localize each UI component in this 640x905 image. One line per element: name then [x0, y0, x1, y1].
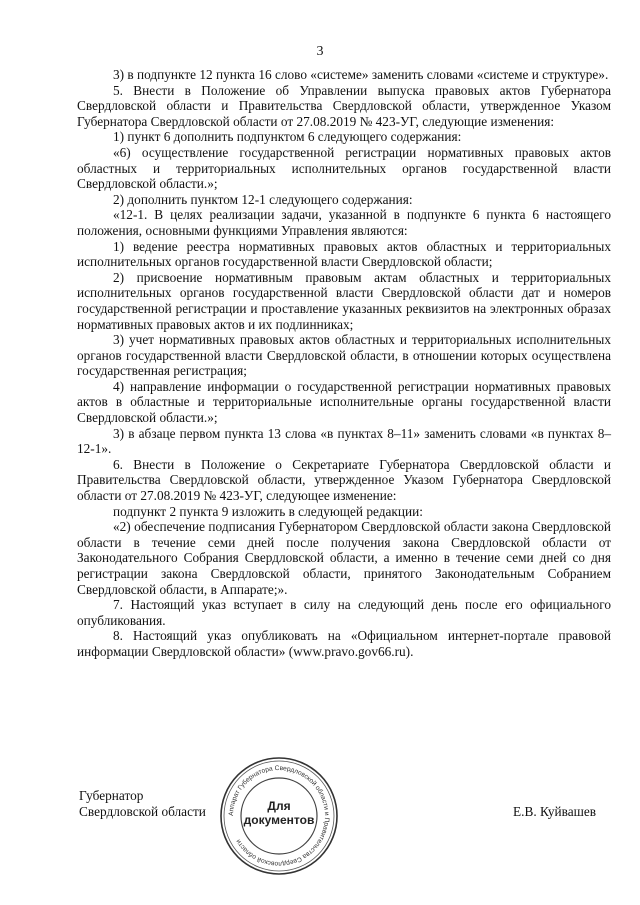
signatory-title-line1: Губернатор [79, 788, 144, 803]
seal-line2: документов [243, 813, 315, 827]
paragraph: 8. Настоящий указ опубликовать на «Официальном интернет-портале правовой информации Свердловской области» (www.pravo.gov66.ru). [77, 628, 611, 659]
page-number: 3 [316, 44, 324, 59]
signatory-title-line2: Свердловской области [79, 804, 206, 819]
paragraph: 2) дополнить пунктом 12-1 следующего содержания: [113, 191, 413, 207]
paragraph: подпункт 2 пункта 9 изложить в следующей редакции: [113, 503, 423, 519]
paragraph: 3) в подпункте 12 пункта 16 слово «системе» заменить словами «системе и структуре». [113, 67, 609, 82]
paragraph: 7. Настоящий указ вступает в силу на следующий день после его официального опубликования. [77, 597, 611, 628]
paragraph: 5. Внести в Положение об Управлении выпуска правовых актов Губернатора Свердловской области и Правительства Свердловской области, утвержденное Указом Губернатора Свердловской области от 27.08.2019 № 423-УГ, следующие изменения: [77, 82, 611, 129]
seal-ring-text: Аппарат Губернатора Свердловской области и Правительства Свердловской области [227, 764, 331, 868]
signatory-title [79, 788, 206, 820]
paragraph: «6) осуществление государственной регистрации нормативных правовых актов областных и территориальных исполнительных органов государственной власти Свердловской области.»; [77, 144, 611, 192]
paragraph: «2) обеспечение подписания Губернатором Свердловской области закона Свердловской области в течение семи дней после получения закона Свердловской области от Законодательного Собрания Свердловской области, а именно в течение семи дней со дня регистрации закона Свердловской области, принятого Законодательным Собранием Свердловской области, в Аппарате;». [77, 519, 611, 597]
paragraph: 1) пункт 6 дополнить подпунктом 6 следующего содержания: [113, 129, 462, 145]
paragraph: 3) в абзаце первом пункта 13 слова «в пунктах 8–11» заменить словами «в пунктах 8–12-1». [77, 425, 611, 457]
official-seal [218, 755, 340, 877]
paragraph: 3) учет нормативных правовых актов областных и территориальных исполнительных органов государственной власти Свердловской области, в отношении которых осуществлена государственная регистрация; [77, 332, 611, 379]
seal-center-text [218, 799, 340, 827]
paragraph: 1) ведение реестра нормативных правовых актов областных и территориальных исполнительных органов государственной власти Свердловской области; [77, 238, 611, 270]
document-body [77, 67, 611, 660]
signatory-name: Е.В. Куйвашев [513, 804, 597, 819]
paragraph: «12-1. В целях реализации задачи, указанной в подпункте 6 пункта 6 настоящего положения, основными функциями Управления являются: [77, 207, 611, 238]
paragraph: 2) присвоение нормативным правовым актам областных и территориальных исполнительных органов государственной власти Свердловской области дат и номеров государственной регистрации и проставление указанных реквизитов на электронных образах нормативных правовых актов и их подлинниках; [77, 269, 611, 332]
paragraph: 4) направление информации о государственной регистрации нормативных правовых актов в областные и территориальные исполнительные органы государственной власти Свердловской области.»; [77, 378, 611, 426]
seal-line1: Для [267, 799, 291, 813]
paragraph: 6. Внести в Положение о Секретариате Губернатора Свердловской области и Правительства Свердловской области, утвержденное Указом Губернатора Свердловской области от 27.08.2019 № 423-УГ, следующее изменение: [77, 456, 611, 504]
